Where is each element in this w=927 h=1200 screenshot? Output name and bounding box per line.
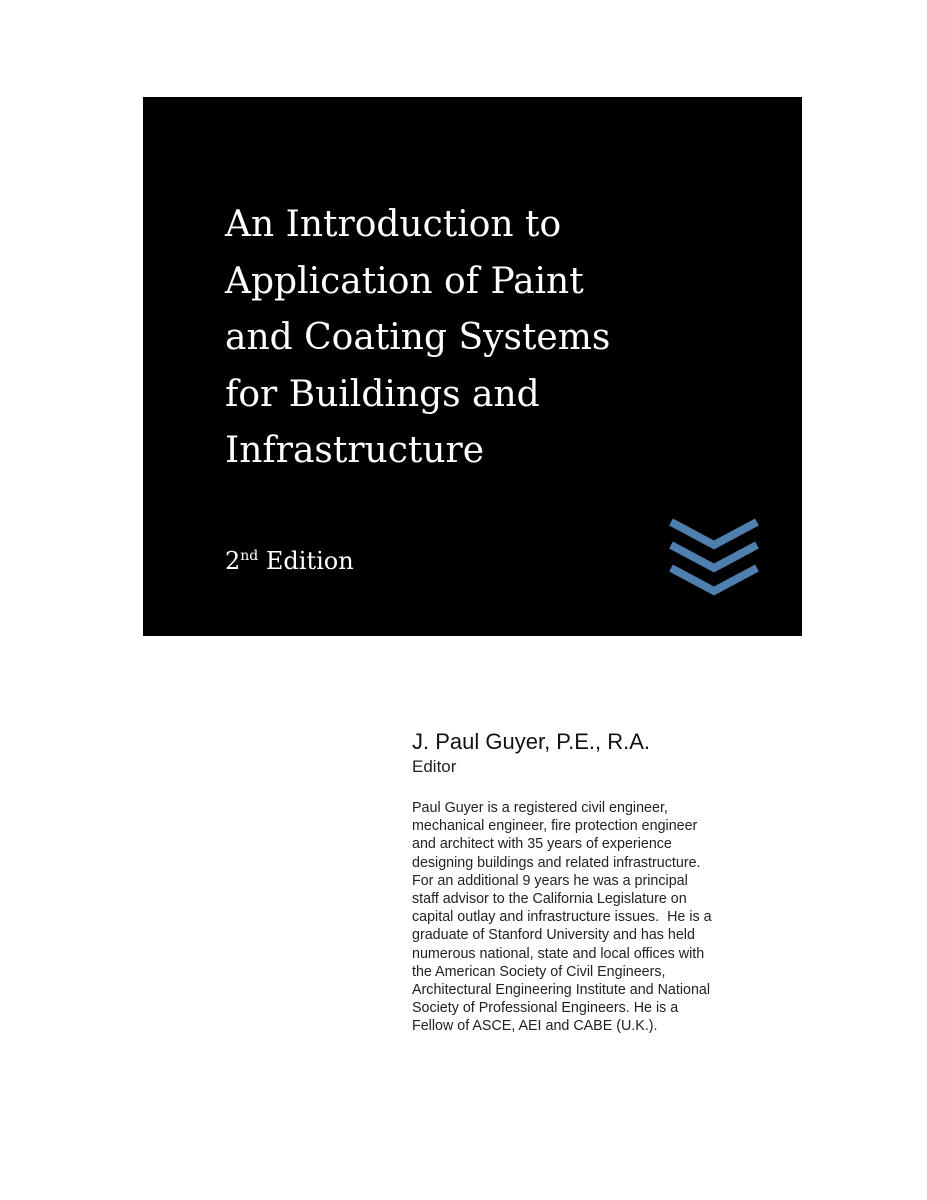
bio-line: staff advisor to the California Legislature on bbox=[412, 891, 687, 908]
title-line: An Introduction to bbox=[225, 204, 562, 245]
title-line: Infrastructure bbox=[225, 430, 485, 471]
author-block bbox=[412, 728, 782, 778]
bio-line: graduate of Stanford University and has held bbox=[412, 927, 695, 944]
edition-text: Edition bbox=[265, 547, 354, 575]
bio-line: the American Society of Civil Engineers, bbox=[412, 963, 666, 980]
bio-line: For an additional 9 years he was a principal bbox=[412, 872, 688, 889]
title-line: and Coating Systems bbox=[225, 317, 611, 358]
edition-suffix: nd bbox=[240, 548, 259, 564]
bio-line: Paul Guyer is a registered civil engineer, bbox=[412, 800, 668, 816]
edition-number: 2 bbox=[225, 547, 241, 575]
edition-label bbox=[225, 547, 354, 575]
bio-line: Architectural Engineering Institute and National bbox=[412, 982, 711, 999]
title-line: for Buildings and bbox=[225, 373, 540, 415]
bio-line: capital outlay and infrastructure issues. He is a bbox=[412, 909, 712, 926]
bio-line: Fellow of ASCE, AEI and CABE (U.K.). bbox=[412, 1018, 658, 1035]
book-title bbox=[225, 197, 725, 480]
author-role: Editor bbox=[412, 757, 457, 776]
cover-panel bbox=[143, 97, 802, 636]
bio-line: designing buildings and related infrastructure. bbox=[412, 854, 701, 871]
bio-line: and architect with 35 years of experience bbox=[412, 836, 672, 853]
bio-line: mechanical engineer, fire protection engineer bbox=[412, 818, 698, 835]
bio-line: numerous national, state and local offices with bbox=[412, 945, 705, 962]
author-bio bbox=[412, 799, 777, 1036]
author-name: J. Paul Guyer, P.E., R.A. bbox=[412, 729, 651, 754]
title-line: Application of Paint bbox=[225, 260, 584, 302]
triple-chevron-down-icon bbox=[668, 517, 760, 601]
bio-line: Society of Professional Engineers. He is a bbox=[412, 1000, 679, 1017]
